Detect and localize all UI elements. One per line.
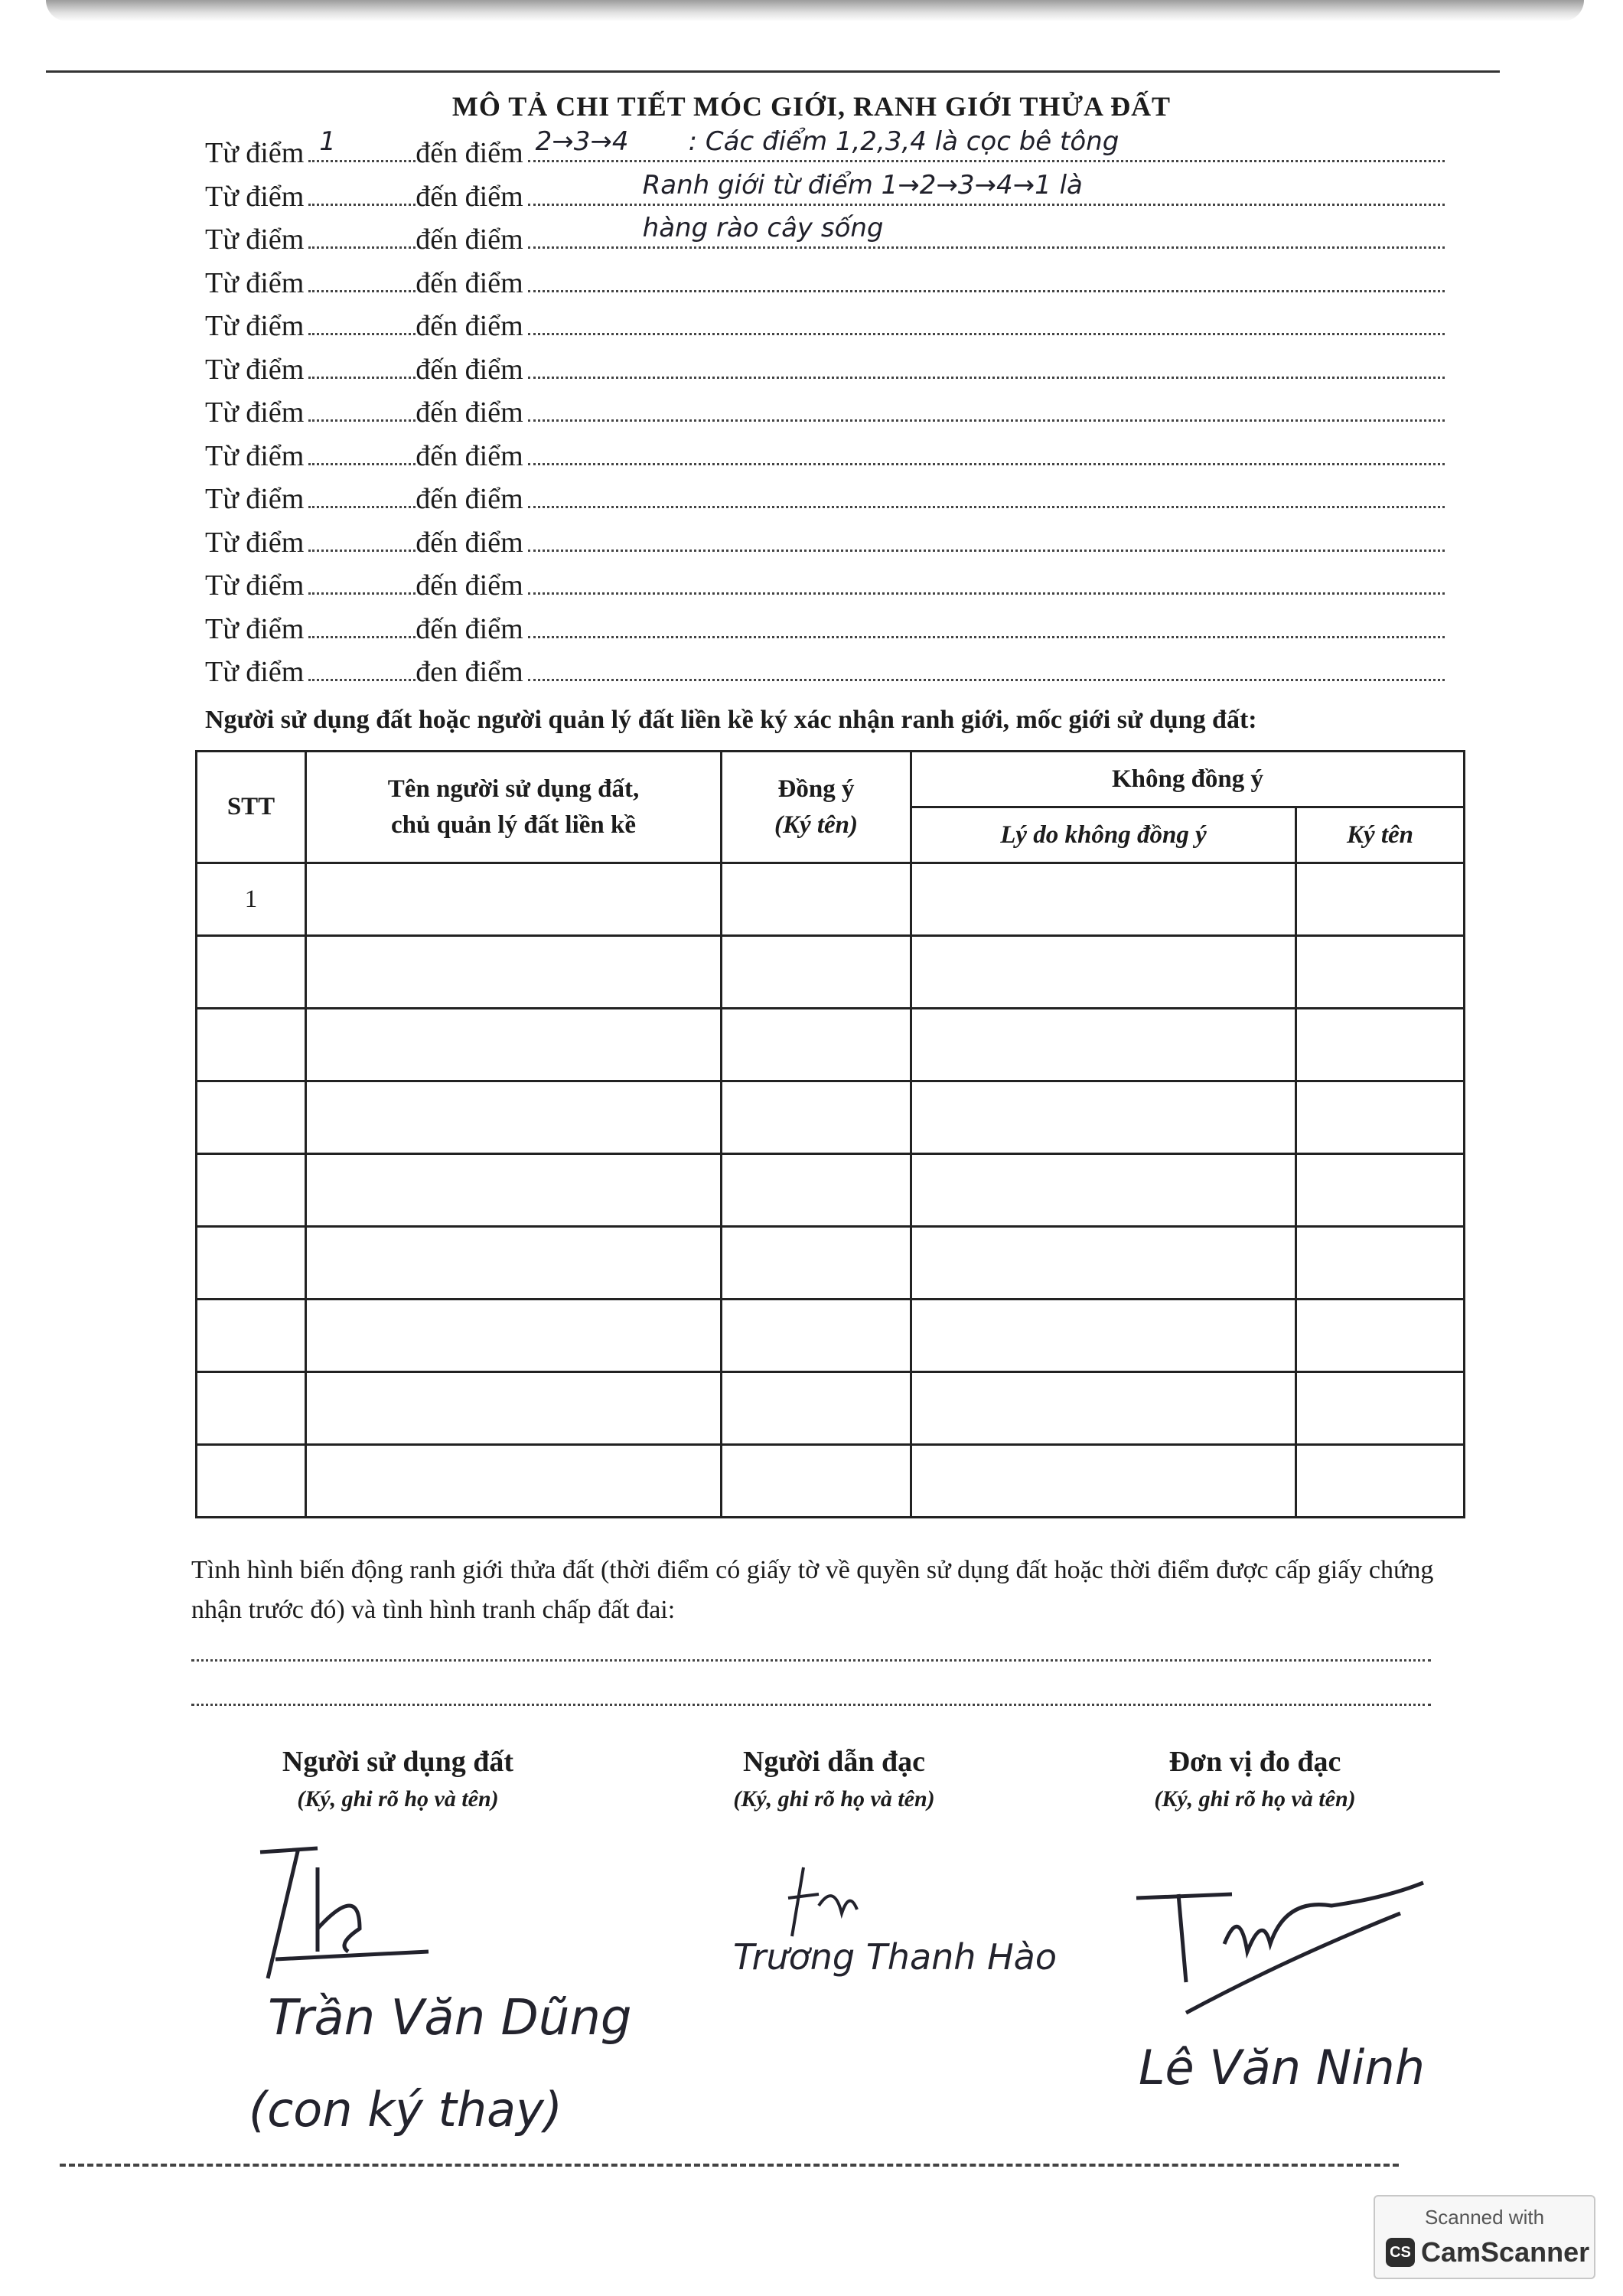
boundary-row-from-blank [308, 181, 416, 206]
col-name-line1: Tên người sử dụng đất, [387, 775, 640, 803]
boundary-row-to-blank [528, 569, 1445, 595]
signature-note-land-user: (con ký thay) [249, 2082, 562, 2138]
boundary-row [205, 266, 1445, 306]
col-reason: Lý do không đồng ý [911, 807, 1296, 863]
signature-guide-sub: (Ký, ghi rõ họ và tên) [733, 1786, 935, 1812]
boundary-row-from-label: Từ điểm [205, 569, 305, 602]
boundary-row-to-blank [528, 267, 1445, 292]
boundary-row-from-blank [308, 396, 416, 422]
boundary-row-to-blank [528, 440, 1445, 465]
table-row [197, 1445, 1465, 1518]
table-cell-agree [722, 1300, 911, 1372]
table-row [197, 1227, 1465, 1300]
table-cell-reason [911, 1009, 1296, 1081]
camscanner-stamp [1374, 2195, 1595, 2279]
table-cell-agree [722, 936, 911, 1009]
boundary-row-from-blank [308, 569, 416, 595]
boundary-row-from-label: Từ điểm [205, 483, 305, 515]
page-bottom-rule [60, 2164, 1399, 2167]
col-sign: Ký tên [1296, 807, 1465, 863]
boundary-row-to-label: đến điểm [416, 266, 523, 299]
boundary-row-hand-from: 1 [319, 126, 336, 157]
signature-land-user-title: Người sử dụng đất [282, 1746, 514, 1778]
boundary-row [205, 213, 1445, 263]
table-cell-agree [722, 1009, 911, 1081]
boundary-row-to-blank [528, 169, 1445, 206]
table-row [197, 1372, 1465, 1445]
boundary-row-from-label: Từ điểm [205, 266, 305, 299]
boundary-row-from-label: Từ điểm [205, 656, 305, 688]
boundary-row-from-label: Từ điểm [205, 526, 305, 559]
table-cell-stt [197, 1154, 306, 1227]
table-cell-name [306, 936, 722, 1009]
scan-top-shadow [46, 0, 1584, 21]
boundary-row-to-label: đến điểm [416, 569, 523, 602]
remarks-line-1 [191, 1659, 1431, 1662]
table-cell-stt [197, 1445, 306, 1518]
camscanner-logo-icon: CS [1386, 2238, 1415, 2267]
boundary-row-from-blank [308, 656, 416, 681]
table-cell-stt: 1 [197, 863, 306, 936]
signature-land-user [168, 1745, 627, 1812]
boundary-row-from-blank [308, 310, 416, 335]
table-cell-sign [1296, 936, 1465, 1009]
boundary-row-hand-to: 2→3→4 [535, 126, 629, 157]
col-stt: STT [197, 752, 306, 863]
boundary-row-to-label: đến điểm [416, 137, 523, 169]
table-cell-reason [911, 1300, 1296, 1372]
boundary-row [205, 309, 1445, 349]
signature-mark-land-user [245, 1837, 444, 1990]
table-cell-stt [197, 1300, 306, 1372]
boundary-row-to-label: đến điểm [416, 353, 523, 386]
boundary-row-from-label: Từ điểm [205, 396, 305, 429]
boundary-row-from-label: Từ điểm [205, 612, 305, 645]
signature-survey-unit [1025, 1745, 1484, 1812]
boundary-row-from-blank [308, 613, 416, 638]
boundary-row-to-blank [528, 483, 1445, 508]
boundary-row-to-blank [528, 354, 1445, 379]
table-cell-sign [1296, 1445, 1465, 1518]
boundary-row-to-label: đến điểm [416, 310, 523, 342]
table-cell-name [306, 1372, 722, 1445]
boundary-row-to-label: đến điểm [416, 526, 523, 559]
boundary-row-from-label: Từ điểm [205, 353, 305, 386]
table-cell-agree [722, 1081, 911, 1154]
page-top-rule [46, 70, 1500, 73]
table-cell-reason [911, 1227, 1296, 1300]
boundary-row [205, 569, 1445, 608]
document-title: MÔ TẢ CHI TIẾT MÓC GIỚI, RANH GIỚI THỬA ĐẤT [451, 91, 1172, 122]
boundary-row-hand-text: : Các điểm 1,2,3,4 là cọc bê tông [688, 126, 1119, 157]
table-cell-reason [911, 1445, 1296, 1518]
signature-survey-unit-title: Đơn vị đo đạc [1168, 1746, 1341, 1778]
table-row [197, 1300, 1465, 1372]
table-cell-agree [722, 1154, 911, 1227]
signature-name-survey-unit: Lê Văn Ninh [1139, 2040, 1425, 2095]
signature-mark-survey-unit [1133, 1867, 1439, 2020]
signature-land-user-sub: (Ký, ghi rõ họ và tên) [297, 1786, 499, 1812]
table-cell-agree [722, 1445, 911, 1518]
table-cell-stt [197, 1009, 306, 1081]
col-name [306, 752, 722, 863]
col-disagree: Không đồng ý [911, 752, 1465, 807]
boundary-row-to-blank [528, 310, 1445, 335]
boundary-row-to-label: đến điểm [416, 396, 523, 429]
signature-guide-title: Người dẫn đạc [742, 1746, 926, 1778]
boundary-row-from-blank [308, 527, 416, 552]
signature-mark-guide [773, 1860, 865, 1944]
boundary-row-from-label: Từ điểm [205, 439, 305, 472]
boundary-row-to-blank [528, 396, 1445, 422]
table-cell-name [306, 1009, 722, 1081]
table-cell-stt [197, 1227, 306, 1300]
table-cell-stt [197, 936, 306, 1009]
boundary-row-to-blank [528, 126, 1445, 162]
stamp-scanned-with: Scanned with [1424, 2206, 1545, 2229]
table-cell-stt [197, 1081, 306, 1154]
table-cell-agree [722, 1227, 911, 1300]
boundary-row-from-blank [308, 483, 416, 508]
table-cell-name [306, 863, 722, 936]
boundary-row-from-blank [308, 440, 416, 465]
col-agree [722, 752, 911, 863]
signature-guide [605, 1745, 1064, 1812]
boundary-row-to-label: đến điểm [416, 180, 523, 213]
boundary-row-hand-text: Ranh giới từ điểm 1→2→3→4→1 là [642, 169, 1083, 201]
col-agree-label: Đồng ý [777, 775, 855, 803]
table-row [197, 1009, 1465, 1081]
signature-name-land-user: Trần Văn Dũng [268, 1990, 632, 2047]
boundary-row-to-label: đến điểm [416, 483, 523, 515]
table-cell-name [306, 1300, 722, 1372]
boundary-row-to-label: đen điểm [416, 656, 523, 688]
table-cell-name [306, 1227, 722, 1300]
boundary-row [205, 396, 1445, 435]
neighbor-confirmation-intro: Người sử dụng đất hoặc người quản lý đất liền kề ký xác nhận ranh giới, mốc giới sử dụng đất: [205, 706, 1257, 734]
boundary-row-from-label: Từ điểm [205, 223, 305, 256]
table-row [197, 1081, 1465, 1154]
table-row [197, 863, 1465, 936]
table-cell-stt [197, 1372, 306, 1445]
boundary-row [205, 655, 1445, 695]
boundary-row [205, 353, 1445, 393]
boundary-row-to-label: đến điểm [416, 612, 523, 645]
table-cell-sign [1296, 1009, 1465, 1081]
signature-survey-unit-sub: (Ký, ghi rõ họ và tên) [1154, 1786, 1356, 1812]
boundary-row [205, 482, 1445, 522]
boundary-row-from-blank [308, 126, 416, 162]
table-row [197, 1154, 1465, 1227]
neighbor-confirmation-table [195, 750, 1465, 1518]
remarks-line-2 [191, 1704, 1431, 1706]
boundary-row-to-blank [528, 213, 1445, 249]
boundary-row-from-label: Từ điểm [205, 137, 305, 169]
boundary-row-hand-text: hàng rào cây sống [642, 213, 884, 243]
signature-name-guide: Trương Thanh Hào [733, 1936, 1058, 1978]
col-agree-sub: (Ký tên) [774, 810, 859, 839]
table-cell-sign [1296, 863, 1465, 936]
table-cell-agree [722, 1372, 911, 1445]
table-cell-name [306, 1081, 722, 1154]
boundary-row-to-label: đến điểm [416, 223, 523, 256]
boundary-row-to-blank [528, 527, 1445, 552]
table-cell-sign [1296, 1372, 1465, 1445]
boundary-row-from-blank [308, 223, 416, 249]
table-cell-sign [1296, 1081, 1465, 1154]
table-cell-name [306, 1154, 722, 1227]
boundary-row [205, 439, 1445, 479]
boundary-row-from-label: Từ điểm [205, 310, 305, 342]
col-name-line2: chủ quản lý đất liền kề [390, 810, 636, 839]
boundary-change-remarks: Tình hình biến động ranh giới thửa đất (thời điểm có giấy tờ về quyền sử dụng đất hoặc thời điểm được cấp giấy chứng nhận trước đó) và tình hình tranh chấp đất đai: [191, 1556, 1434, 1624]
table-cell-reason [911, 936, 1296, 1009]
boundary-row-from-blank [308, 354, 416, 379]
table-cell-agree [722, 863, 911, 936]
boundary-row-to-blank [528, 613, 1445, 638]
boundary-row-to-blank [528, 656, 1445, 681]
table-cell-reason [911, 1081, 1296, 1154]
table-cell-sign [1296, 1227, 1465, 1300]
table-row [197, 936, 1465, 1009]
table-cell-reason [911, 863, 1296, 936]
table-cell-reason [911, 1372, 1296, 1445]
table-cell-sign [1296, 1300, 1465, 1372]
table-cell-reason [911, 1154, 1296, 1227]
boundary-row-from-blank [308, 267, 416, 292]
boundary-row-to-label: đến điểm [416, 439, 523, 472]
table-cell-sign [1296, 1154, 1465, 1227]
boundary-row [205, 526, 1445, 566]
stamp-brand [1386, 2236, 1589, 2268]
table-cell-name [306, 1445, 722, 1518]
stamp-brand-name: CamScanner [1421, 2236, 1590, 2268]
boundary-row [205, 612, 1445, 652]
boundary-row-from-label: Từ điểm [205, 180, 305, 213]
